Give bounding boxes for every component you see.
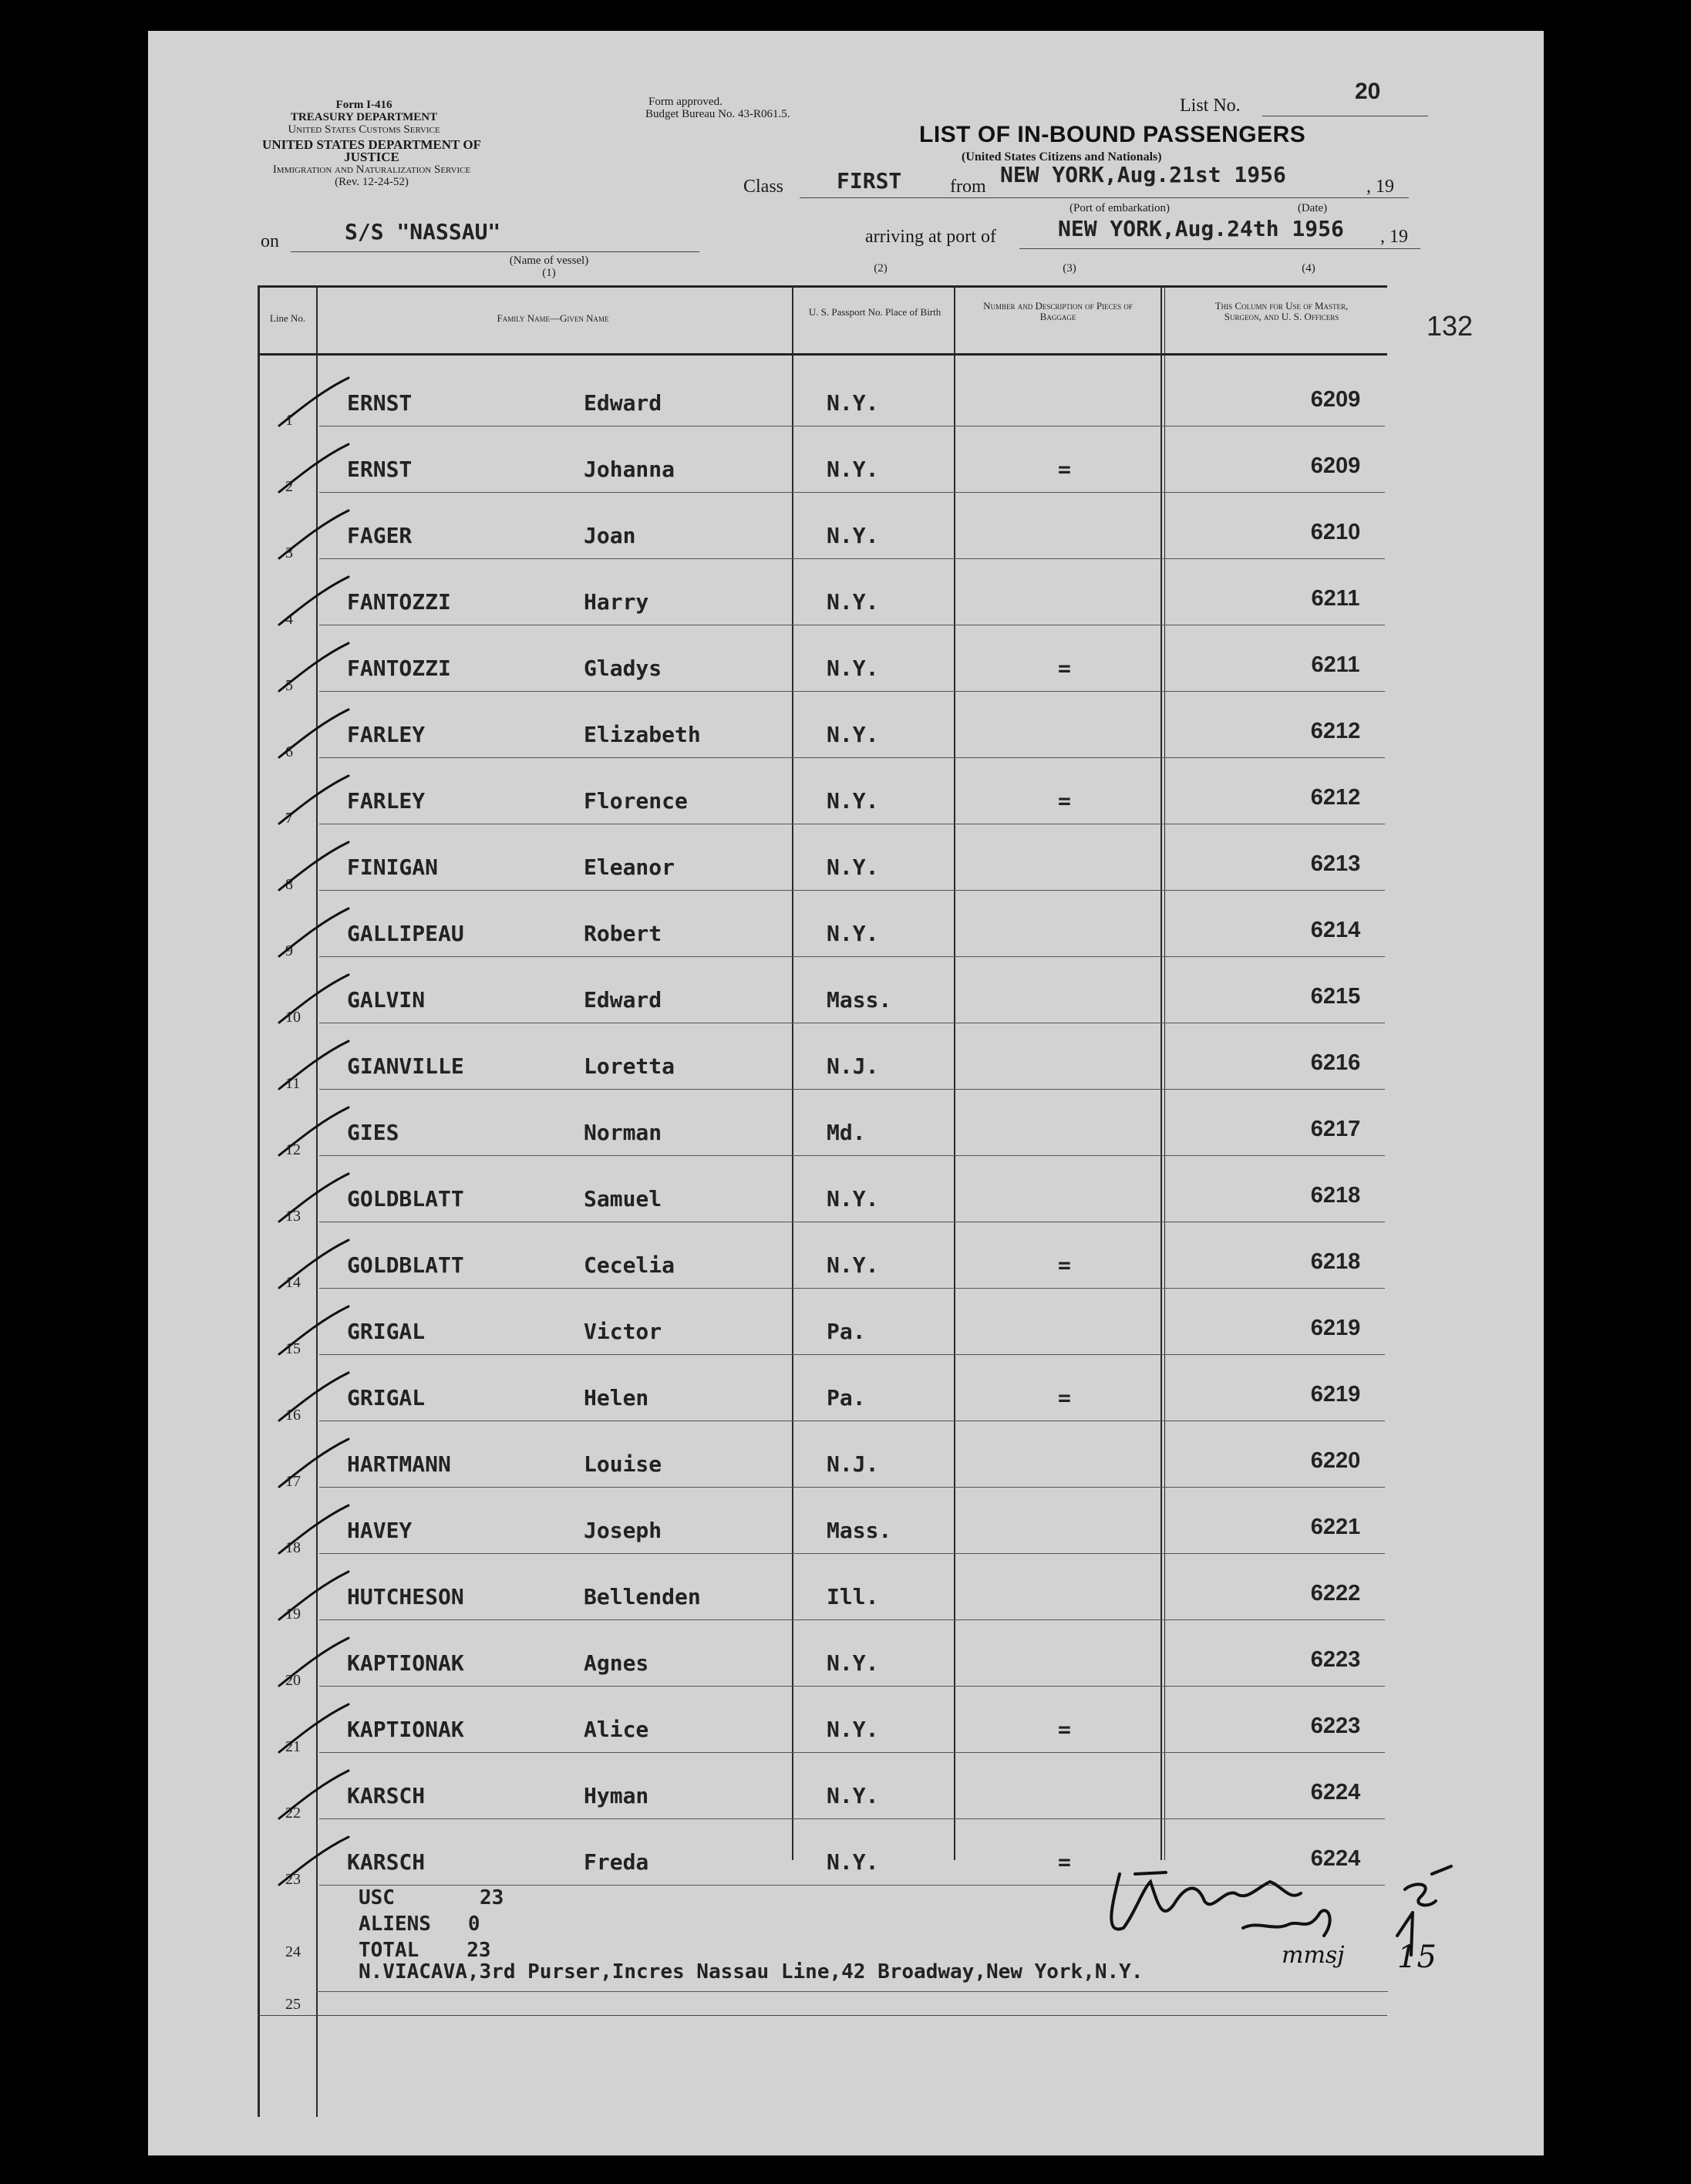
officer-number: 6218 [1310,1183,1361,1208]
check-mark [271,571,356,632]
check-mark [271,969,356,1030]
total-value: 23 [467,1939,491,1962]
line-number: 21 [285,1738,301,1755]
table-row [148,1291,1544,1357]
line-number: 19 [285,1606,301,1623]
ins-label: Immigration and Naturalization Service [272,163,471,176]
aliens-row [359,1911,504,1937]
place-of-birth: N.Y. [827,1717,879,1742]
baggage: = [1058,1849,1071,1875]
given-name: Samuel [584,1186,662,1212]
given-name: Florence [584,788,688,814]
family-name: ERNST [347,457,413,482]
vessel-caption: (Name of vessel) [509,254,589,267]
row-divider [319,890,1385,891]
manifest-sheet [148,31,1544,2155]
line-number: 20 [285,1672,301,1689]
row-divider [319,1686,1385,1687]
place-of-birth: N.Y. [827,921,879,946]
totals-block [359,1885,504,1963]
row-divider [319,1354,1385,1355]
from-year: , 19 [1366,177,1394,197]
table-row [148,1357,1544,1424]
on-label: on [261,231,279,251]
line-number: 15 [285,1340,301,1357]
given-name: Edward [584,987,662,1013]
given-name: Louise [584,1451,662,1477]
table-top-rule [258,285,1387,288]
line-number: 14 [285,1274,301,1291]
list-no-value: 20 [1355,79,1381,104]
treasury-label: TREASURY DEPARTMENT [290,111,438,123]
row-24-rule [316,1991,1388,1992]
table-row [148,1026,1544,1092]
given-name: Elizabeth [584,722,701,747]
given-name: Robert [584,921,662,946]
row-divider [319,1155,1385,1156]
col-header-name: Family Name—Given Name [497,312,609,324]
table-row [148,1092,1544,1158]
place-of-birth: N.Y. [827,1650,879,1676]
officer-number: 6209 [1310,387,1361,412]
place-of-birth: Pa. [827,1319,866,1344]
page-subtitle: (United States Citizens and Nationals) [962,150,1162,163]
row-divider [319,1818,1385,1819]
list-no-label: List No. [1180,96,1241,116]
line-number: 23 [285,1871,301,1888]
officer-number: 6211 [1311,586,1360,611]
table-row [148,959,1544,1026]
line-number: 22 [285,1805,301,1822]
line-number: 7 [285,810,293,827]
col-header-line: Line No. [269,312,306,324]
budget-number: Budget Bureau No. 43-R061.5. [645,108,790,120]
family-name: GALVIN [347,987,426,1013]
given-name: Gladys [584,656,662,681]
check-mark [271,372,356,433]
place-of-birth: Md. [827,1120,866,1145]
baggage: = [1058,1385,1071,1410]
check-mark [271,836,356,898]
officer-number: 6212 [1310,785,1361,810]
place-of-birth: N.Y. [827,1849,879,1875]
check-mark [271,1300,356,1362]
place-of-birth: Mass. [827,987,892,1013]
table-bottom-rule [258,2015,1387,2016]
place-of-birth: Ill. [827,1584,879,1609]
class-label: Class [743,177,784,197]
row-divider [319,757,1385,758]
officer-number: 6217 [1310,1117,1361,1141]
officer-number: 6224 [1310,1846,1361,1871]
family-name: KAPTIONAK [347,1717,464,1742]
officer-number: 6215 [1310,984,1361,1009]
arriving-value: NEW YORK,Aug.24th 1956 [1058,216,1344,241]
margin-note: 15 [1397,1940,1437,1975]
col-header-passport: U. S. Passport No. Place of Birth [808,306,942,318]
given-name: Alice [584,1717,649,1742]
family-name: GIANVILLE [347,1053,464,1079]
place-of-birth: N.Y. [827,523,879,548]
usc-label: USC [359,1886,395,1909]
usc-value: 23 [479,1886,504,1909]
arriving-rule [1019,248,1420,249]
officer-number: 6221 [1310,1515,1361,1539]
place-of-birth: N.Y. [827,1186,879,1212]
given-name: Bellenden [584,1584,701,1609]
col-ref-4: (4) [1302,262,1315,275]
check-mark [271,1499,356,1561]
line-number: 11 [285,1075,301,1092]
place-of-birth: N.Y. [827,854,879,880]
given-name: Harry [584,589,649,615]
row-divider [319,1619,1385,1620]
class-rule [800,197,1409,198]
table-row [148,561,1544,628]
check-mark [271,770,356,831]
given-name: Johanna [584,457,675,482]
check-mark [271,1101,356,1163]
line-number-24: 24 [285,1943,301,1960]
family-name: GOLDBLATT [347,1186,464,1212]
row-divider [319,956,1385,957]
aliens-value: 0 [467,1913,480,1936]
officer-number: 6223 [1310,1647,1361,1672]
baggage: = [1058,656,1071,681]
col-ref-1: (1) [542,267,556,279]
row-divider [319,1752,1385,1753]
line-number: 13 [285,1208,301,1225]
family-name: ERNST [347,390,413,416]
given-name: Agnes [584,1650,649,1676]
check-mark [271,1764,356,1826]
family-name: GOLDBLATT [347,1252,464,1278]
date-caption: (Date) [1297,202,1328,214]
officer-number: 6218 [1310,1249,1361,1274]
family-name: GRIGAL [347,1319,426,1344]
family-name: KAPTIONAK [347,1650,464,1676]
check-mark [271,504,356,566]
family-name: FARLEY [347,722,426,747]
vessel-rule [291,251,699,252]
table-row [148,827,1544,893]
form-approved: Form approved. [648,96,723,108]
place-of-birth: N.J. [827,1053,879,1079]
class-value: FIRST [837,168,902,194]
family-name: FANTOZZI [347,656,451,681]
officer-number: 6219 [1310,1382,1361,1407]
vessel-value: S/S "NASSAU" [345,219,501,244]
given-name: Joseph [584,1518,662,1543]
given-name: Hyman [584,1783,649,1808]
signature-note: mmsj [1282,1942,1345,1969]
place-of-birth: N.Y. [827,1252,879,1278]
place-of-birth: N.Y. [827,457,879,482]
baggage: = [1058,788,1071,814]
table-row [148,760,1544,827]
place-of-birth: N.Y. [827,788,879,814]
check-mark [271,1367,356,1428]
line-number: 4 [285,611,293,628]
table-row [148,1225,1544,1291]
family-name: FINIGAN [347,854,439,880]
table-row [148,362,1544,429]
line-number: 6 [285,743,293,760]
family-name: KARSCH [347,1783,426,1808]
officer-number: 6210 [1310,520,1361,544]
justice-block [248,139,495,188]
given-name: Loretta [584,1053,675,1079]
place-of-birth: Pa. [827,1385,866,1410]
table-row [148,1424,1544,1490]
row-divider [319,492,1385,493]
table-row [148,1623,1544,1689]
family-name: HAVEY [347,1518,413,1543]
baggage: = [1058,1717,1071,1742]
given-name: Joan [584,523,636,548]
family-name: FANTOZZI [347,589,451,615]
baggage: = [1058,1252,1071,1278]
row-divider [319,1089,1385,1090]
page-number: 132 [1427,310,1474,342]
row-divider [319,558,1385,559]
check-mark [271,902,356,964]
family-name: FAGER [347,523,413,548]
line-number: 16 [285,1407,301,1424]
agency-block [248,99,480,136]
family-name: GRIGAL [347,1385,426,1410]
officer-number: 6224 [1310,1780,1361,1805]
check-mark [271,637,356,699]
check-mark [271,1234,356,1296]
officer-number: 6222 [1310,1581,1361,1606]
customs-label: United States Customs Service [288,123,440,136]
table-row [148,1556,1544,1623]
officer-number: 6209 [1310,453,1361,478]
check-mark [271,1035,356,1097]
officer-number: 6211 [1311,652,1360,677]
check-mark [271,1433,356,1495]
given-name: Helen [584,1385,649,1410]
arriving-label: arriving at port of [865,227,996,247]
officer-number: 6216 [1310,1050,1361,1075]
place-of-birth: Mass. [827,1518,892,1543]
row-divider [319,1487,1385,1488]
given-name: Cecelia [584,1252,675,1278]
col-header-baggage: Number and Description of Pieces of Baggage [983,300,1133,322]
table-row [148,1158,1544,1225]
table-row [148,1490,1544,1556]
officer-number: 6212 [1310,719,1361,743]
officer-number: 6213 [1310,851,1361,876]
table-row [148,429,1544,495]
line-number: 3 [285,544,293,561]
family-name: KARSCH [347,1849,426,1875]
place-of-birth: N.Y. [827,656,879,681]
line-number: 9 [285,942,293,959]
from-value: NEW YORK,Aug.21st 1956 [1000,162,1286,187]
check-mark [271,1831,356,1892]
row-divider [319,1553,1385,1554]
line-number-25: 25 [285,1996,301,2013]
check-mark [271,1566,356,1627]
row-divider [319,691,1385,692]
officer-number: 6223 [1310,1714,1361,1738]
table-row [148,694,1544,760]
officer-number: 6214 [1310,918,1361,942]
baggage: = [1058,457,1071,482]
line-number: 1 [285,412,293,429]
given-name: Eleanor [584,854,675,880]
given-name: Edward [584,390,662,416]
family-name: HUTCHESON [347,1584,464,1609]
approval-block [645,96,869,120]
line-number: 5 [285,677,293,694]
family-name: GIES [347,1120,399,1145]
check-mark [271,1698,356,1760]
col-header-officers: This Column for Use of Master, Surgeon, and U. S. Officers [1214,300,1349,322]
line-number: 2 [285,478,293,495]
check-mark [271,1168,356,1229]
family-name: GALLIPEAU [347,921,464,946]
line-number: 18 [285,1539,301,1556]
port-caption: (Port of embarkation) [1070,202,1170,214]
justice-label: UNITED STATES DEPARTMENT OF JUSTICE [262,137,481,164]
officer-number: 6219 [1310,1316,1361,1340]
line-number: 17 [285,1473,301,1490]
place-of-birth: N.Y. [827,589,879,615]
arriving-year: , 19 [1380,227,1408,247]
family-name: HARTMANN [347,1451,451,1477]
check-mark [271,1632,356,1694]
place-of-birth: N.Y. [827,1783,879,1808]
table-row [148,893,1544,959]
row-divider [319,1288,1385,1289]
given-name: Freda [584,1849,649,1875]
check-mark [271,703,356,765]
table-row [148,1755,1544,1822]
purser-line: N.VIACAVA,3rd Purser,Incres Nassau Line,42 Broadway,New York,N.Y. [359,1960,1144,1983]
line-number: 12 [285,1141,301,1158]
total-label: TOTAL [359,1939,419,1962]
place-of-birth: N.Y. [827,722,879,747]
given-name: Norman [584,1120,662,1145]
given-name: Victor [584,1319,662,1344]
col-ref-2: (2) [874,262,888,275]
rev-label: (Rev. 12-24-52) [335,176,409,188]
check-mark [271,438,356,500]
col-ref-3: (3) [1063,262,1076,275]
aliens-label: ALIENS [359,1913,431,1936]
table-header-rule [258,353,1387,356]
page-title: LIST OF IN-BOUND PASSENGERS [919,122,1306,147]
family-name: FARLEY [347,788,426,814]
place-of-birth: N.J. [827,1451,879,1477]
table-row [148,628,1544,694]
line-number: 8 [285,876,293,893]
usc-row [359,1885,504,1911]
line-number: 10 [285,1009,301,1026]
from-label: from [950,177,986,197]
officer-number: 6220 [1310,1448,1361,1473]
form-number: Form I-416 [335,99,392,111]
table-row [148,495,1544,561]
place-of-birth: N.Y. [827,390,879,416]
table-row [148,1689,1544,1755]
total-row [359,1937,504,1963]
